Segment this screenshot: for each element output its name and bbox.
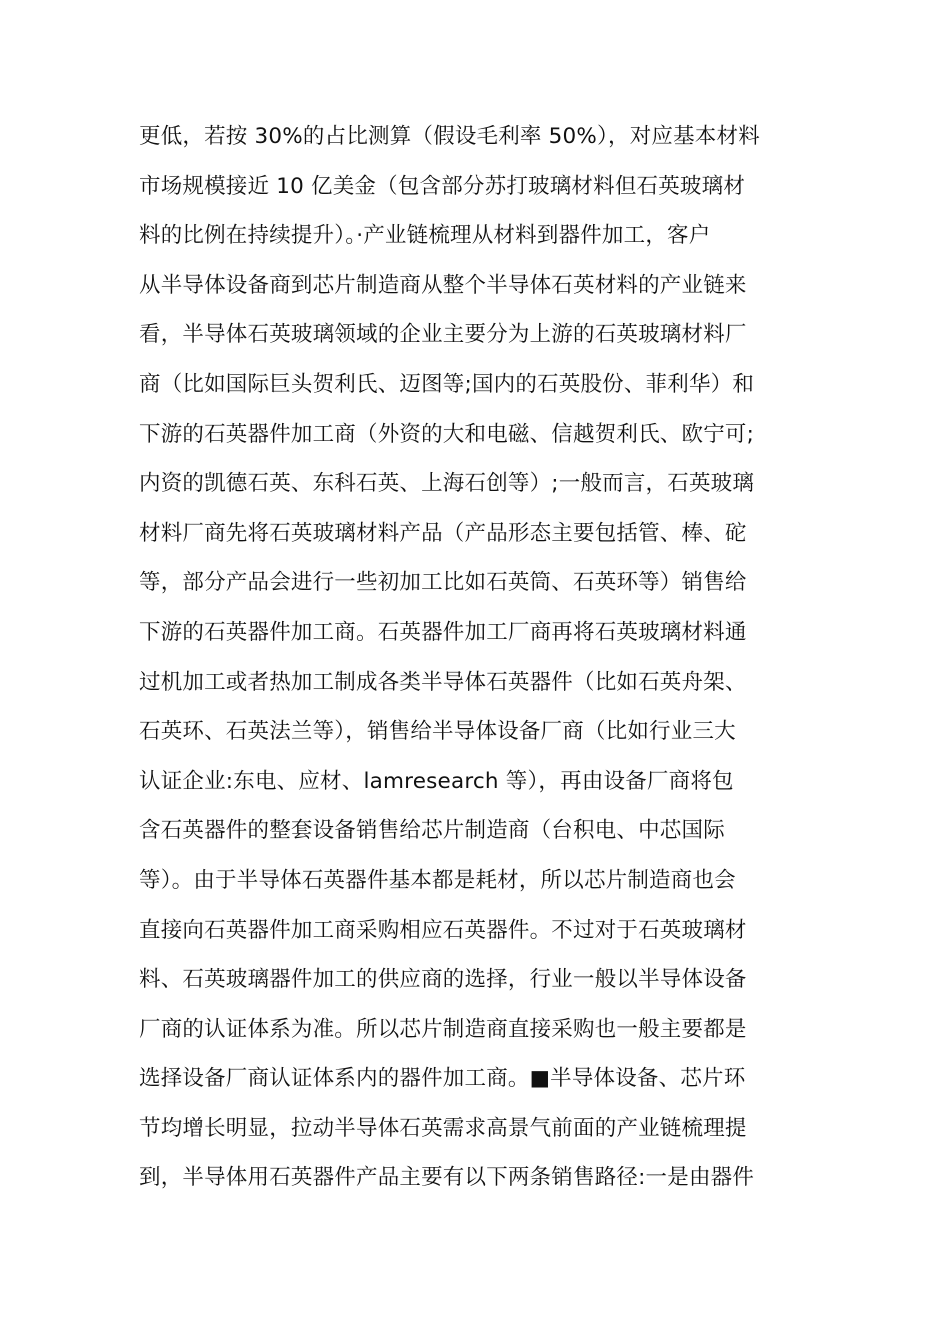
text-line: 下游的石英器件加工商（外资的大和电磁、信越贺利氏、欧宁可;: [139, 421, 755, 447]
text-line: 选择设备厂商认证体系内的器件加工商。■半导体设备、芯片环: [139, 1066, 746, 1092]
text-line: 厂商的认证体系为准。所以芯片制造商直接采购也一般主要都是: [139, 1016, 747, 1042]
text-line: 料、石英玻璃器件加工的供应商的选择，行业一般以半导体设备: [139, 967, 747, 993]
text-line: 更低，若按 30%的占比测算（假设毛利率 50%），对应基本材料: [139, 124, 760, 149]
text-line: 看，半导体石英玻璃领域的企业主要分为上游的石英玻璃材料厂: [139, 322, 747, 348]
text-line: 市场规模接近 10 亿美金（包含部分苏打玻璃材料但石英玻璃材: [139, 173, 746, 199]
text-line: 商（比如国际巨头贺利氏、迈图等;国内的石英股份、菲利华）和: [139, 371, 755, 397]
text-line: 从半导体设备商到芯片制造商从整个半导体石英材料的产业链来: [139, 272, 747, 298]
text-line: 石英环、石英法兰等），销售给半导体设备厂商（比如行业三大: [139, 719, 736, 745]
text-line: 含石英器件的整套设备销售给芯片制造商（台积电、中芯国际: [139, 818, 725, 844]
text-line: 材料厂商先将石英玻璃材料产品（产品形态主要包括管、棒、砣: [139, 520, 747, 546]
text-line: 下游的石英器件加工商。石英器件加工厂商再将石英玻璃材料通: [139, 619, 747, 645]
text-line: 料的比例在持续提升）。·产业链梳理从材料到器件加工，客户: [139, 223, 711, 249]
text-line: 节均增长明显，拉动半导体石英需求高景气前面的产业链梳理提: [139, 1115, 747, 1141]
text-line: 过机加工或者热加工制成各类半导体石英器件（比如石英舟架、: [139, 669, 747, 695]
text-line: 直接向石英器件加工商采购相应石英器件。不过对于石英玻璃材: [139, 917, 747, 943]
text-line: 等）。由于半导体石英器件基本都是耗材，所以芯片制造商也会: [139, 867, 736, 893]
body-text: [139, 112, 819, 1203]
text-line: 等，部分产品会进行一些初加工比如石英筒、石英环等）销售给: [139, 570, 747, 596]
text-line: 内资的凯德石英、东科石英、上海石创等）;一般而言，石英玻璃: [139, 471, 755, 497]
text-line: 认证企业:东电、应材、lamresearch 等），再由设备厂商将包: [139, 768, 734, 794]
text-line: 到，半导体用石英器件产品主要有以下两条销售路径:一是由器件: [139, 1165, 755, 1191]
